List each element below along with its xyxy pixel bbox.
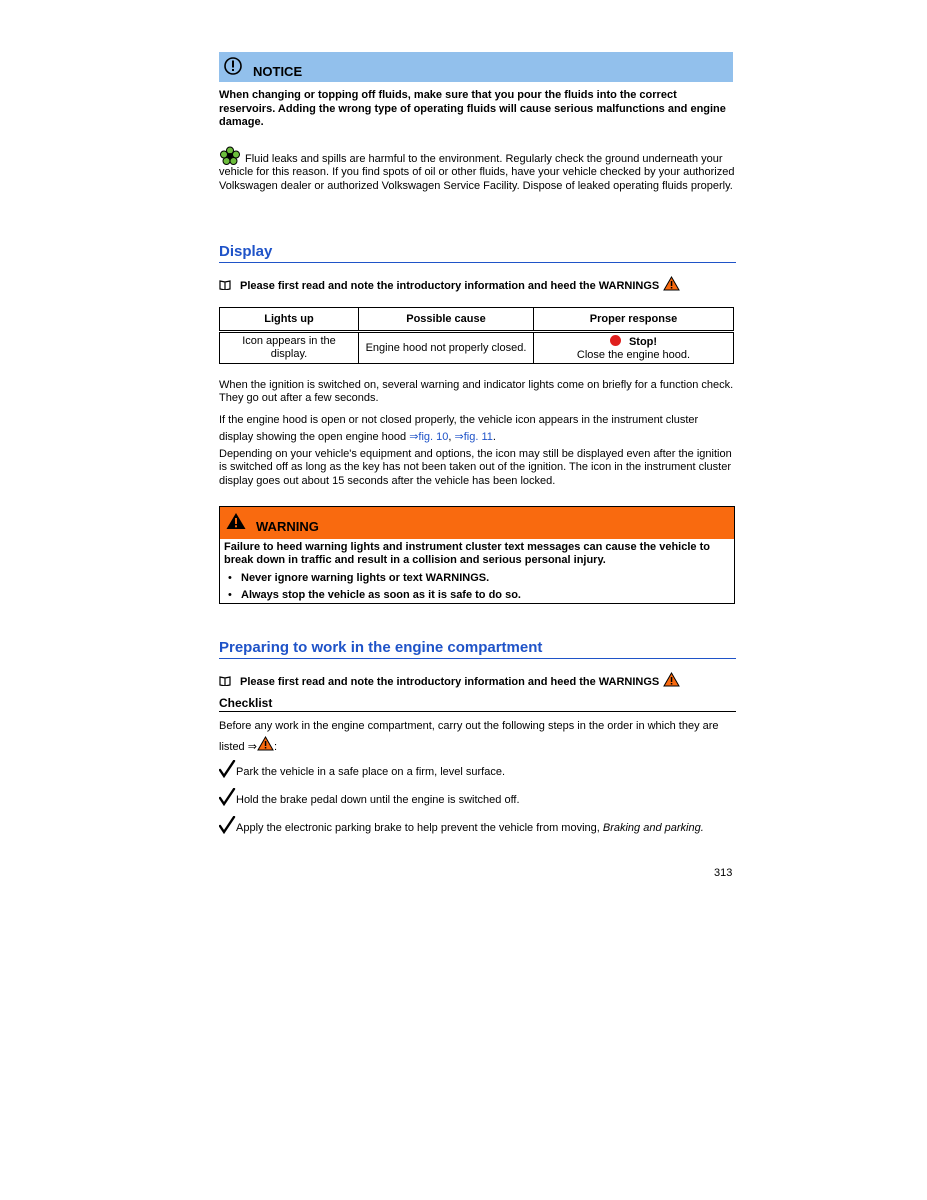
- checkmark-icon: [219, 816, 236, 834]
- warning-label: WARNING: [256, 519, 319, 534]
- notice-label: NOTICE: [253, 64, 303, 79]
- step-text: Apply the electronic parking brake to help prevent the vehicle from moving,: [236, 822, 603, 834]
- checklist-intro-text: Before any work in the engine compartment, carry out the following steps in the order in which they are listed ⇒: [219, 720, 719, 753]
- cell-possible-cause: Engine hood not properly closed.: [359, 332, 534, 364]
- display-read-note: [219, 276, 680, 292]
- table-header-row: [220, 308, 734, 332]
- warning-triangle-icon[interactable]: [257, 736, 274, 751]
- warning-triangle-icon[interactable]: [663, 672, 680, 687]
- warning-triangle-icon[interactable]: [663, 276, 680, 291]
- checklist-step-3: [219, 816, 739, 834]
- braking-and-parking-reference[interactable]: Braking and parking.: [602, 822, 704, 834]
- notice-header: [219, 52, 733, 82]
- stop-label: Stop!: [628, 335, 658, 348]
- checklist-step-1: [219, 760, 739, 778]
- display-paragraph-2-text: If the engine hood is open or not closed properly, the vehicle icon appears in the instrument cluster display showing the open engine hood: [219, 414, 699, 443]
- checklist-step-2: [219, 788, 739, 806]
- cell-proper-response: [534, 332, 734, 364]
- book-icon: [219, 676, 231, 686]
- flower-icon: [219, 146, 241, 166]
- list-item: • Never ignore warning lights or text WARNINGS.: [224, 570, 730, 587]
- display-table: [219, 307, 734, 364]
- stop-icon: [610, 335, 621, 346]
- warning-triangle-icon: [226, 512, 246, 530]
- checkmark-icon: [219, 788, 236, 806]
- fig-11-link[interactable]: ⇒fig. 11: [454, 431, 493, 443]
- display-section-title: Display: [219, 243, 736, 263]
- cell-lights-up: Icon appears in the display.: [220, 332, 359, 364]
- exclamation-circle-icon: [224, 57, 242, 75]
- engine-read-note: [219, 672, 680, 688]
- warning-bullet-list: [224, 570, 730, 604]
- page-number: 313: [714, 867, 733, 879]
- warning-text: Failure to heed warning lights and instrument cluster text messages can cause the vehicle to break down in traffic and result in a collision and serious personal injury.: [224, 541, 710, 566]
- checklist-intro-end: :: [273, 741, 278, 753]
- checklist-intro: [219, 717, 735, 757]
- engine-read-note-text: Please first read and note the introductory information and heed the WARNINGS: [240, 676, 660, 688]
- fig-10-link[interactable]: ⇒fig. 10: [409, 431, 449, 443]
- checkmark-icon: [219, 760, 236, 778]
- warning-box: [219, 506, 735, 604]
- col-header-possible-cause: Possible cause: [359, 308, 534, 332]
- display-paragraph-2: [219, 412, 735, 446]
- step-text: Hold the brake pedal down until the engine is switched off.: [236, 794, 520, 806]
- list-item: • Always stop the vehicle as soon as it is safe to do so.: [224, 587, 730, 604]
- checklist-title: Checklist: [219, 696, 736, 712]
- step-text: Park the vehicle in a safe place on a firm, level surface.: [236, 766, 506, 778]
- col-header-lights-up: Lights up: [220, 308, 359, 332]
- display-read-note-text: Please first read and note the introductory information and heed the WARNINGS: [240, 280, 660, 292]
- environment-note: [219, 146, 735, 193]
- display-paragraph-3: Depending on your vehicle's equipment and options, the icon may still be displayed even after the ignition is switched off as long as the key has not been taken out of the ignition. The icon in the instrument cluster display goes out about 15 seconds after the vehicle has been locked.: [219, 448, 732, 487]
- response-text: Close the engine hood.: [576, 348, 691, 361]
- book-icon: [219, 280, 231, 290]
- table-row: [220, 332, 734, 364]
- col-header-proper-response: Proper response: [534, 308, 734, 332]
- environment-text: Fluid leaks and spills are harmful to the environment. Regularly check the ground underneath your vehicle for this reason. If you find spots of oil or other fluids, have your vehicle checked by your authorized Volkswagen dealer or authorized Volkswagen Service Facility. Dispose of leaked operating fluids properly.: [219, 153, 735, 192]
- display-paragraph-1: When the ignition is switched on, several warning and indicator lights come on briefly for a function check. They go out after a few seconds.: [219, 379, 734, 405]
- warning-header: [220, 507, 734, 539]
- link-separator: ,: [448, 431, 455, 443]
- engine-section-title: Preparing to work in the engine compartment: [219, 639, 736, 659]
- warning-body: [220, 539, 734, 604]
- paragraph-end: .: [492, 431, 496, 443]
- notice-text: When changing or topping off fluids, make sure that you pour the fluids into the correct reservoirs. Adding the wrong type of operating fluids will cause serious malfunctions and engine damage.: [219, 89, 726, 128]
